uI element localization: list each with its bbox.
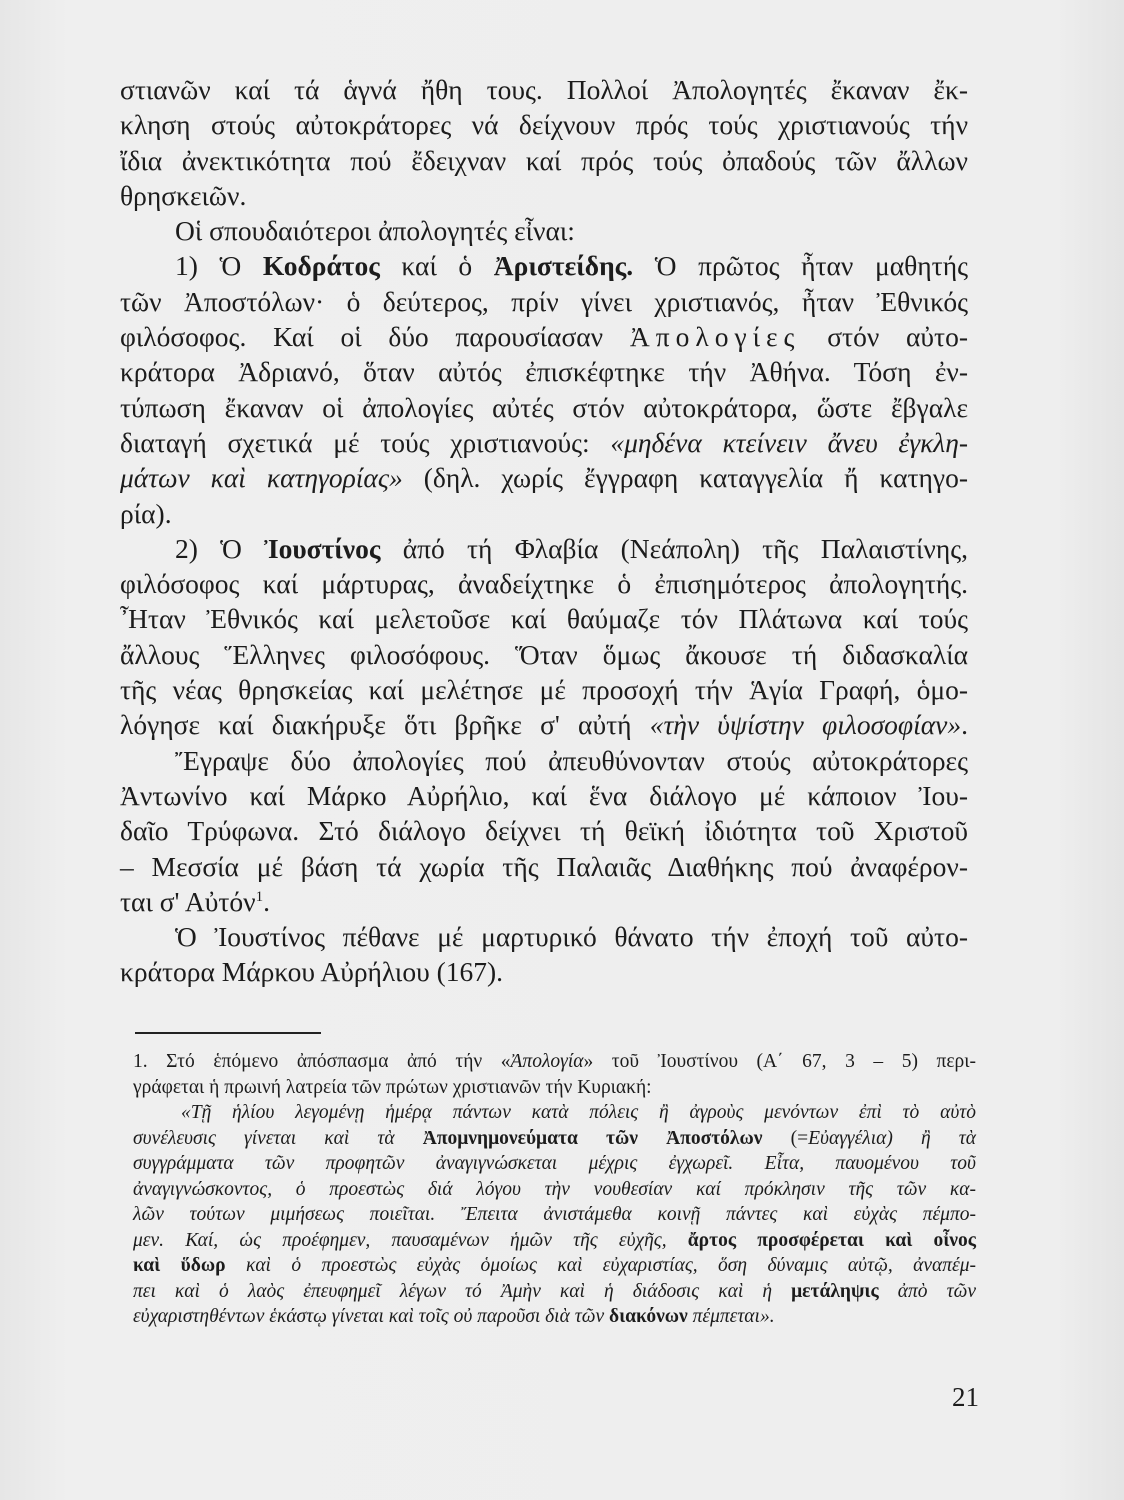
text-run: διαταγή σχετικά μέ τούς χριστιανούς: bbox=[120, 426, 611, 458]
text-run: ἴδια ἀνεκτικότητα πού ἔδειχναν καί πρός τούς ὀπαδούς τῶν ἄλλων bbox=[120, 144, 968, 176]
italic-text: μεν. Καί, ὡς προέφημεν, παυσαμένων ἡμῶν τῆς εὐχῆς, bbox=[133, 1229, 688, 1251]
italic-text: συγγράμματα τῶν προφητῶν ἀναγιγνώσκεται μέχρις ἐγχωρεῖ. Εἶτα, παυομένου τοῦ bbox=[133, 1153, 976, 1174]
italic-text: Ἀπολογία bbox=[510, 1051, 584, 1072]
italic-text: συνέλευσις γίνεται καὶ τὰ bbox=[133, 1127, 423, 1149]
text-line bbox=[120, 637, 968, 672]
text-line bbox=[120, 813, 968, 848]
text-line bbox=[120, 531, 968, 566]
italic-text: πέμπεται». bbox=[687, 1306, 775, 1327]
text-line bbox=[120, 849, 968, 884]
text-run: 2) Ὁ bbox=[175, 532, 265, 564]
text-run: τῆς νέας θρησκείας καί μελέτησε μέ προσοχή τήν Ἁγία Γραφή, ὁμο- bbox=[120, 674, 968, 706]
footnote-line bbox=[133, 1253, 976, 1279]
text-run: 1) Ὁ bbox=[175, 250, 263, 282]
bold-text: διακόνων bbox=[609, 1306, 688, 1327]
page-number: 21 bbox=[952, 1382, 979, 1412]
text-line bbox=[120, 390, 968, 425]
spaced-text: Ἀπολογίες bbox=[629, 321, 801, 353]
text-line bbox=[120, 672, 968, 707]
text-line bbox=[120, 460, 968, 495]
text-run: (= bbox=[762, 1127, 809, 1149]
italic-text: καὶ ὁ προεστὼς εὐχὰς ὁμοίως καὶ εὐχαριστίας, ὅση δύναμις αὐτῷ, ἀναπέμ- bbox=[225, 1255, 976, 1276]
text-run: Ὁ πρῶτος ἦταν μαθητής bbox=[633, 250, 968, 282]
text-run: στόν αὐτο- bbox=[800, 321, 968, 353]
text-run: Ἦταν Ἐθνικός καί μελετοῦσε καί θαύμαζε τόν Πλάτωνα καί τούς bbox=[120, 603, 968, 635]
text-line bbox=[120, 778, 968, 813]
bold-text: μετάληψις bbox=[791, 1280, 879, 1302]
text-line bbox=[120, 319, 968, 354]
text-run: ἀπό τή Φλαβία (Νεάπολη) τῆς Παλαιστίνης, bbox=[380, 532, 968, 564]
text-run: τύπωση ἔκαναν οἱ ἀπολογίες αὐτές στόν αὐτοκράτορα, ὥστε ἔβγαλε bbox=[120, 391, 968, 423]
text-run: τῶν Ἀποστόλων· ὁ δεύτερος, πρίν γίνει χριστιανός, ἦταν Ἐθνικός bbox=[120, 285, 968, 317]
footnote-line bbox=[133, 1202, 976, 1228]
text-run: . bbox=[961, 709, 969, 741]
text-run: 1. Στό ἑπόμενο ἀπόσπασμα ἀπό τήν « bbox=[133, 1051, 511, 1072]
italic-text: ἀπὸ τῶν bbox=[878, 1280, 976, 1302]
text-run: Ἀντωνίνο καί Μάρκο Αὐρήλιο, καί ἕνα διάλογο μέ κάποιον Ἰου- bbox=[120, 779, 968, 811]
text-line bbox=[120, 884, 968, 919]
text-line bbox=[120, 107, 968, 142]
italic-text: εὐχαριστηθέντων ἑκάστῳ γίνεται καὶ τοῖς οὐ παροῦσι διὰ τῶν bbox=[133, 1306, 609, 1327]
text-run: φιλόσοφος καί μάρτυρας, ἀναδείχτηκε ὁ ἐπισημότερος ἀπολογητής. bbox=[120, 568, 968, 600]
footnote-line bbox=[133, 1075, 976, 1101]
footnote-line bbox=[133, 1049, 976, 1075]
bold-text: καὶ ὕδωρ bbox=[133, 1255, 226, 1276]
text-run: καί ὁ bbox=[379, 250, 494, 282]
text-line bbox=[120, 213, 968, 248]
text-run: κληση στούς αὐτοκράτορες νά δείχνουν πρός τούς χριστιανούς τήν bbox=[120, 109, 968, 141]
text-run: θρησκειῶν. bbox=[120, 179, 247, 211]
italic-text: «μηδένα κτείνειν ἄνευ ἐγκλη- bbox=[610, 426, 968, 458]
bold-text: Ἀριστείδης. bbox=[493, 250, 634, 282]
text-run: γράφεται ἡ πρωινή λατρεία τῶν πρώτων χριστιανῶν τήν Κυριακή: bbox=[133, 1076, 652, 1098]
text-line bbox=[120, 743, 968, 778]
footnote-line bbox=[133, 1126, 976, 1152]
text-line bbox=[120, 72, 968, 107]
text-line bbox=[120, 496, 968, 531]
text-line bbox=[120, 284, 968, 319]
italic-text: Εὐαγγέλια) ἢ τὰ bbox=[808, 1127, 976, 1149]
text-run: δαῖο Τρύφωνα. Στό διάλογο δείχνει τή θεϊκή ἰδιότητα τοῦ Χριστοῦ bbox=[120, 815, 968, 847]
footnote-marker: 1 bbox=[255, 888, 264, 905]
text-run: » τοῦ Ἰουστίνου (Α΄ 67, 3 – 5) περι- bbox=[583, 1051, 976, 1072]
italic-text: «τὴν ὑψίστην φιλοσοφίαν» bbox=[649, 709, 962, 741]
italic-text: μάτων καὶ κατηγορίας» bbox=[120, 462, 403, 494]
text-run: φιλόσοφος. Καί οἱ δύο παρουσίασαν bbox=[120, 321, 630, 353]
text-line bbox=[120, 354, 968, 389]
text-run: – Μεσσία μέ βάση τά χωρία τῆς Παλαιᾶς Διαθήκης πού ἀναφέρον- bbox=[120, 850, 968, 882]
italic-text: «Τῇ ἡλίου λεγομένῃ ἡμέρᾳ πάντων κατὰ πόλεις ἢ ἀγροὺς μενόντων ἐπὶ τὸ αὐτὸ bbox=[181, 1102, 976, 1123]
text-line bbox=[120, 566, 968, 601]
footnote-line bbox=[133, 1100, 976, 1126]
italic-text: πει καὶ ὁ λαὸς ἐπευφημεῖ λέγων τό Ἀμὴν καὶ ἡ διάδοσις καὶ ἡ bbox=[133, 1280, 792, 1302]
footnote-line bbox=[133, 1177, 976, 1203]
footnote-divider bbox=[135, 1032, 321, 1034]
text-line bbox=[120, 143, 968, 178]
text-line bbox=[120, 425, 968, 460]
text-run: λόγησε καί διακήρυξε ὅτι βρῆκε σ' αὐτή bbox=[120, 709, 650, 741]
text-run: (δηλ. χωρίς ἔγγραφη καταγγελία ἤ κατηγο- bbox=[402, 462, 968, 494]
text-line bbox=[120, 178, 968, 213]
body-text bbox=[120, 72, 968, 990]
footnote-line bbox=[133, 1279, 976, 1305]
text-run: κράτορα Ἀδριανό, ὅταν αὐτός ἐπισκέφτηκε τήν Ἀθήνα. Τόση ἐν- bbox=[120, 356, 968, 388]
italic-text: λῶν τούτων μιμήσεως ποιεῖται. Ἔπειτα ἀνιστάμεθα κοινῇ πάντες καὶ εὐχὰς πέμπο- bbox=[133, 1204, 976, 1225]
text-run: ἄλλους Ἕλληνες φιλοσόφους. Ὅταν ὅμως ἄκουσε τή διδασκαλία bbox=[120, 638, 968, 670]
bold-text: Ἀπομνημονεύματα τῶν Ἀποστόλων bbox=[422, 1127, 763, 1149]
bold-text: Ἰουστίνος bbox=[264, 532, 381, 564]
text-run: ρία). bbox=[120, 497, 172, 529]
italic-text: ἀναγιγνώσκοντος, ὁ προεστὼς διά λόγου τὴν νουθεσίαν καί πρόκλησιν τῆς τῶν κα- bbox=[133, 1178, 976, 1200]
text-line bbox=[120, 954, 968, 989]
text-run: Ἔγραψε δύο ἀπολογίες πού ἀπευθύνονταν στούς αὐτοκράτορες bbox=[175, 744, 968, 776]
text-run: Ὁ Ἰουστίνος πέθανε μέ μαρτυρικό θάνατο τήν ἐποχή τοῦ αὐτο- bbox=[175, 921, 968, 953]
footnote bbox=[133, 1049, 976, 1330]
text-line bbox=[120, 919, 968, 954]
text-run: . bbox=[263, 885, 270, 917]
text-run: Οἱ σπουδαιότεροι ἀπολογητές εἶναι: bbox=[175, 215, 575, 247]
text-run: ται σ' Αὐτόν bbox=[120, 885, 256, 917]
text-run: κράτορα Μάρκου Αὐρήλιου (167). bbox=[120, 956, 504, 988]
footnote-line bbox=[133, 1228, 976, 1254]
footnote-line bbox=[133, 1151, 976, 1177]
text-line bbox=[120, 707, 968, 742]
text-run: στιανῶν καί τά ἁγνά ἤθη τους. Πολλοί Ἀπολογητές ἔκαναν ἔκ- bbox=[120, 74, 968, 105]
bold-text: Κοδράτος bbox=[262, 250, 380, 282]
text-line bbox=[120, 248, 968, 283]
text-line bbox=[120, 601, 968, 636]
footnote-line bbox=[133, 1304, 976, 1330]
bold-text: ἄρτος προσφέρεται καὶ οἶνος bbox=[687, 1229, 976, 1251]
